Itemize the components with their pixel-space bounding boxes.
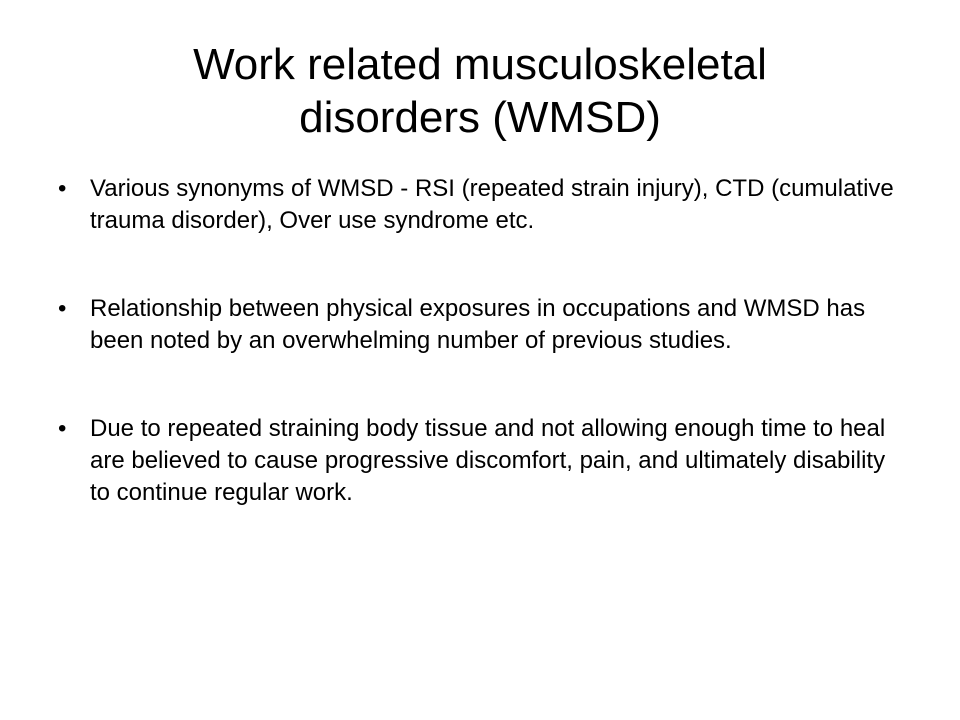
slide-title-line-1: Work related musculoskeletal bbox=[193, 40, 767, 89]
bullet-dot-icon: • bbox=[58, 295, 67, 322]
bullet-text: Relationship between physical exposures in occupations and WMSD has been noted by an overwhelming number of previous studies. bbox=[90, 295, 866, 354]
bullet-list bbox=[58, 173, 908, 509]
bullet-item bbox=[58, 413, 908, 509]
bullet-dot-icon: • bbox=[58, 175, 67, 202]
bullet-dot-icon: • bbox=[58, 415, 67, 442]
bullet-text: Various synonyms of WMSD - RSI (repeated strain injury), CTD (cumulative trauma disorder), Over use syndrome etc. bbox=[90, 175, 894, 234]
bullet-item bbox=[58, 293, 908, 357]
slide-title-line-2: disorders (WMSD) bbox=[299, 93, 661, 142]
bullet-item bbox=[58, 173, 908, 237]
bullet-text: Due to repeated straining body tissue and not allowing enough time to heal are believed to cause progressive discomfort, pain, and ultimately disability to continue regular work. bbox=[90, 415, 886, 506]
slide-title bbox=[60, 38, 900, 144]
